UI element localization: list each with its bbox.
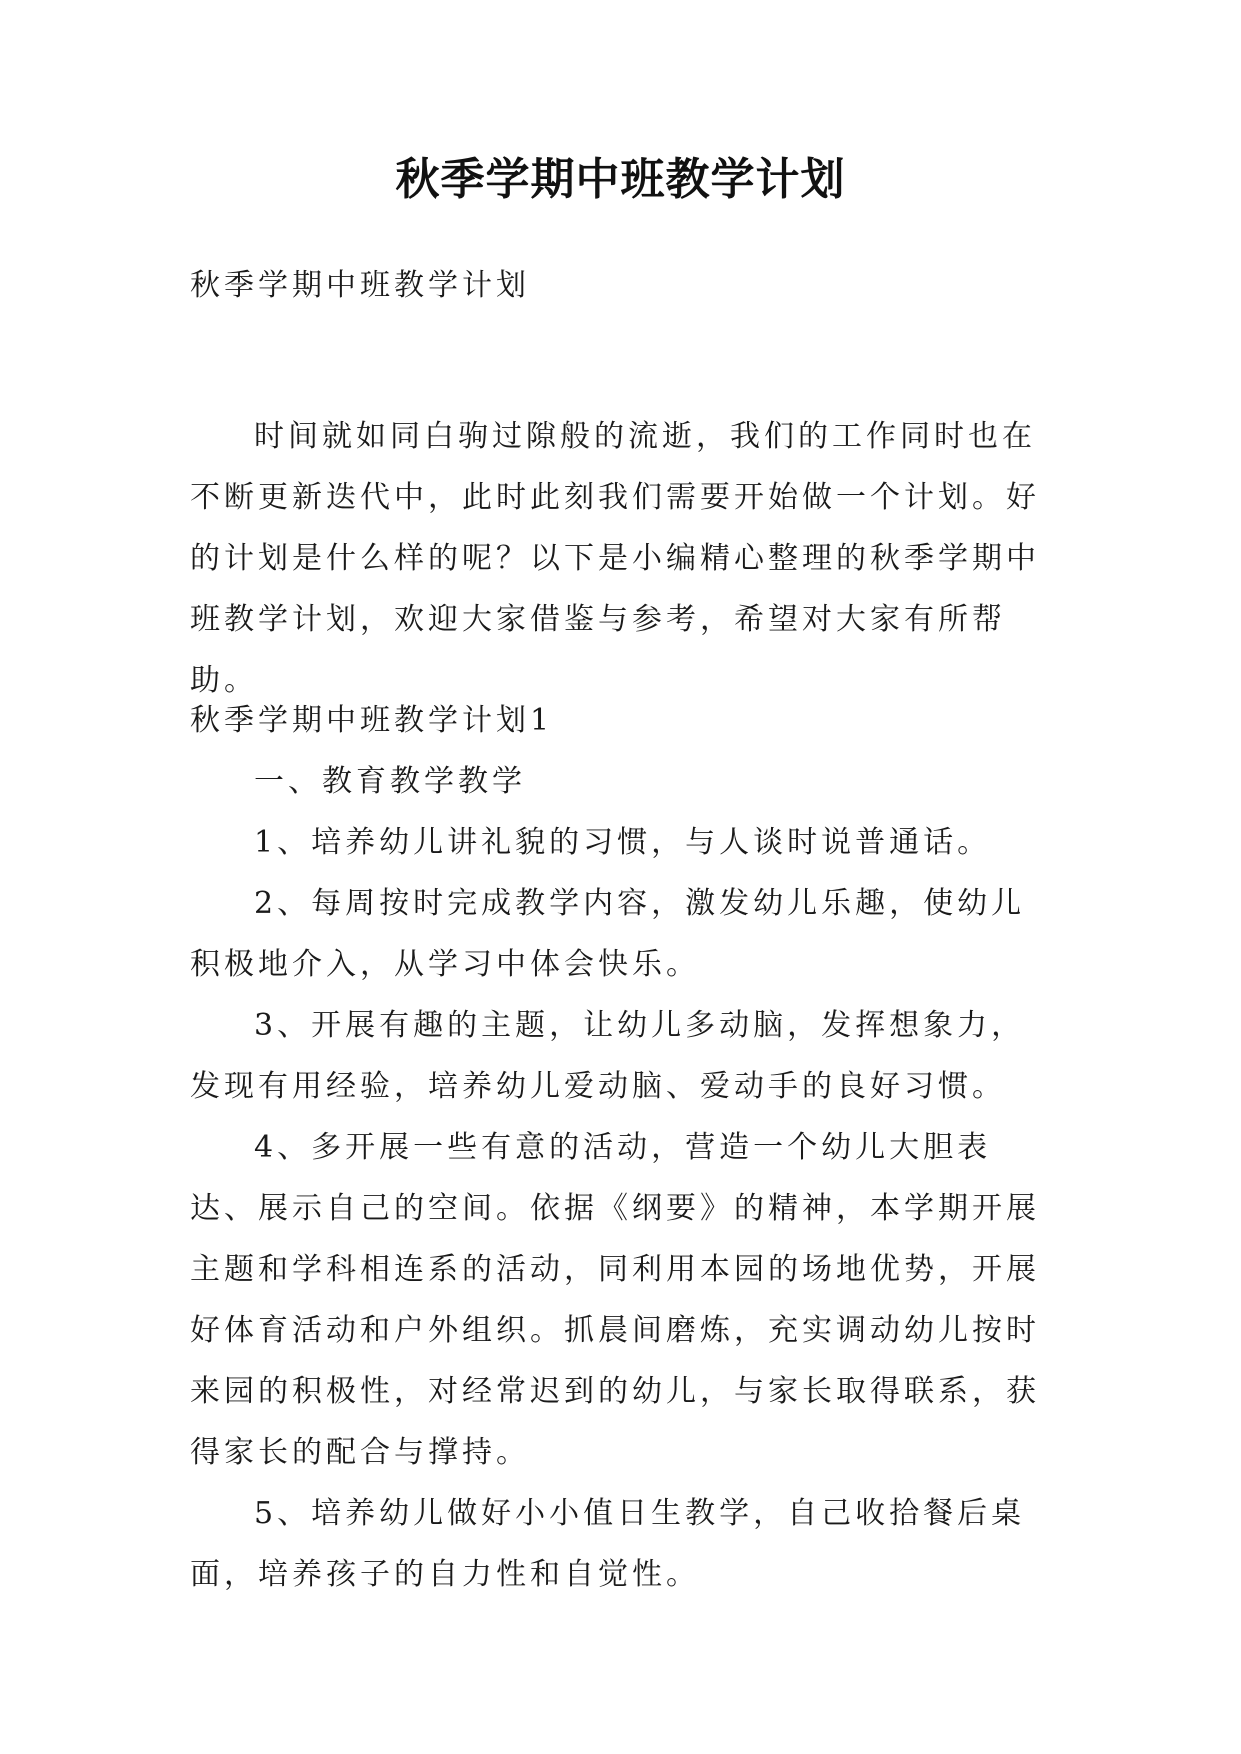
document-title: 秋季学期中班教学计划 [395, 154, 846, 205]
section-title: 秋季学期中班教学计划1 [190, 703, 554, 738]
list-item: 3、开展有趣的主题，让幼儿多动脑，发挥想象力，发现有用经验，培养幼儿爱动脑、爱动手的良好习惯。 [190, 1008, 1026, 1104]
list-item: 2、每周按时完成教学内容，激发幼儿乐趣，使幼儿积极地介入，从学习中体会快乐。 [190, 886, 1026, 982]
list-item: 4、多开展一些有意的活动，营造一个幼儿大胆表达、展示自己的空间。依据《纲要》的精神，本学期开展主题和学科相连系的活动，同利用本园的场地优势，开展好体育活动和户外组织。抓晨间磨炼，充实调动幼儿按时来园的积极性，对经常迟到的幼儿，与家长取得联系，获得家长的配合与撑持。 [190, 1130, 1040, 1470]
list-item: 1、培养幼儿讲礼貌的习惯，与人谈时说普通话。 [254, 825, 992, 860]
section-heading: 一、教育教学教学 [254, 764, 526, 799]
document-subtitle: 秋季学期中班教学计划 [190, 268, 530, 303]
list-item: 5、培养幼儿做好小小值日生教学，自己收拾餐后桌面，培养孩子的自力性和自觉性。 [190, 1496, 1026, 1592]
section-body [190, 751, 1055, 1605]
intro-paragraph: 时间就如同白驹过隙般的流逝，我们的工作同时也在不断更新迭代中，此时此刻我们需要开始做一个计划。好的计划是什么样的呢？以下是小编精心整理的秋季学期中班教学计划，欢迎大家借鉴与参考，希望对大家有所帮助。 [190, 419, 1040, 698]
